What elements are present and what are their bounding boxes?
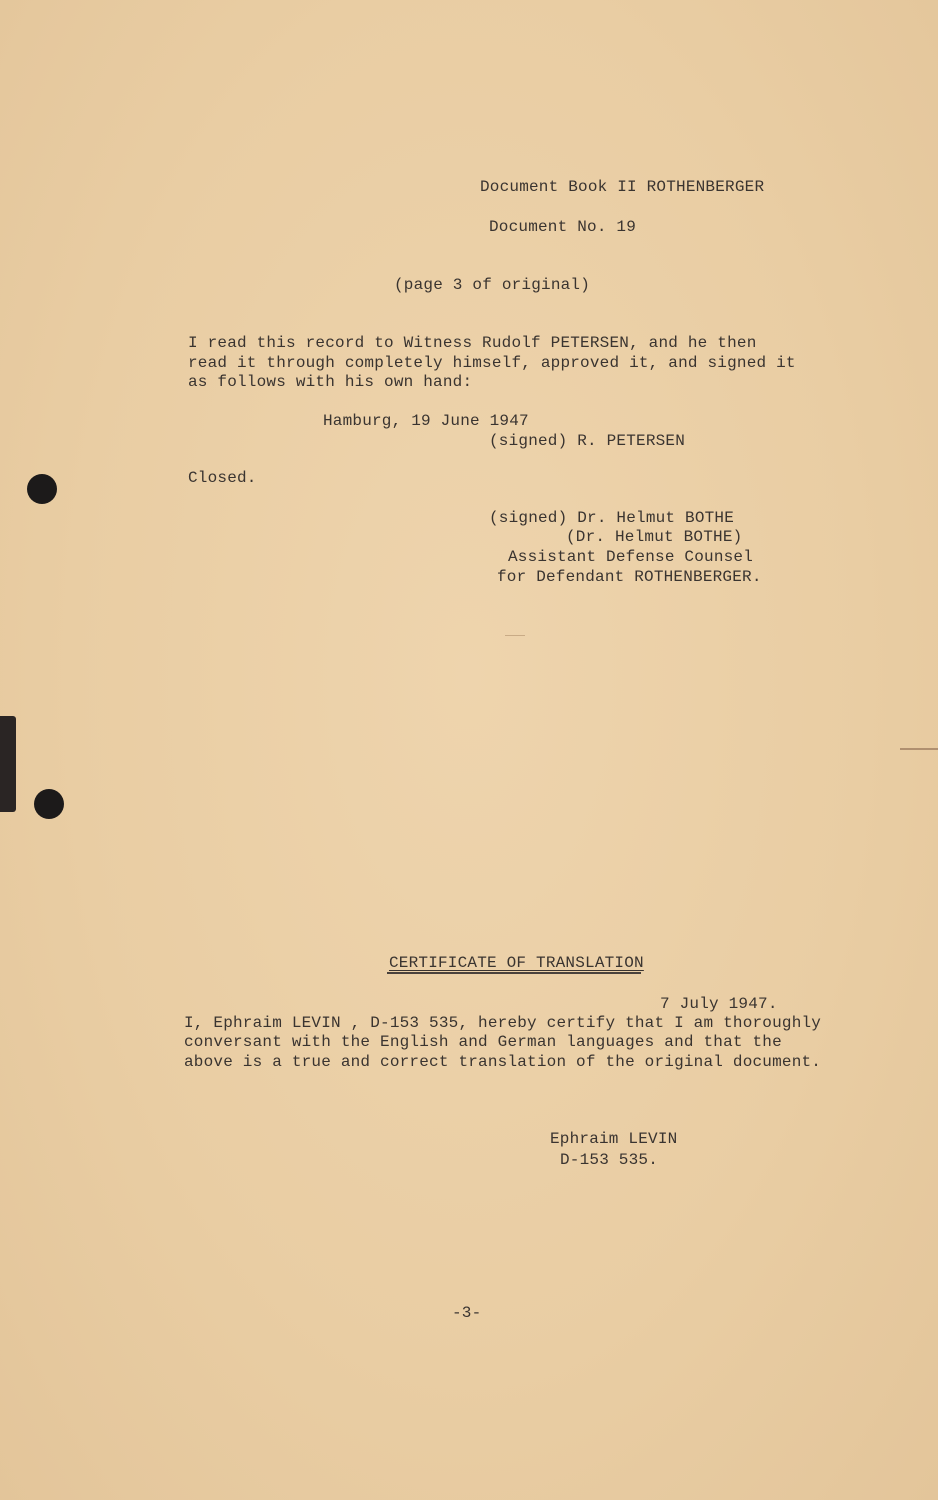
page-number: -3- [452,1304,482,1322]
certificate-heading-rule [387,972,641,974]
punch-hole-top [27,474,57,504]
closed-label: Closed. [188,469,257,487]
certificate-date: 7 July 1947. [660,995,778,1013]
body-line-3: as follows with his own hand: [188,373,473,391]
witness-signature: (signed) R. PETERSEN [489,432,686,450]
body-line-1: I read this record to Witness Rudolf PETERSEN, and he then [188,334,757,352]
certificate-line-2: conversant with the English and German languages and that the [184,1033,782,1051]
binder-tab [0,716,16,812]
counsel-title: Assistant Defense Counsel [508,548,754,566]
body-line-2: read it through completely himself, approved it, and signed it [188,354,796,372]
counsel-name: (Dr. Helmut BOTHE) [566,528,743,546]
translator-name: Ephraim LEVIN [550,1130,678,1148]
counsel-for: for Defendant ROTHENBERGER. [497,568,762,586]
certificate-line-3: above is a true and correct translation of the original document. [184,1053,822,1071]
translator-id: D-153 535. [560,1151,659,1169]
paper-mark [900,748,938,750]
punch-hole-bottom [34,789,64,819]
place-and-date: Hamburg, 19 June 1947 [323,412,529,430]
certificate-line-1: I, Ephraim LEVIN , D-153 535, hereby certify that I am thoroughly [184,1014,822,1032]
page-reference: (page 3 of original) [394,276,591,294]
counsel-signature: (signed) Dr. Helmut BOTHE [489,509,735,527]
document-number: Document No. 19 [489,218,637,236]
small-dash [505,635,525,636]
document-book-label: Document Book II ROTHENBERGER [480,178,765,196]
certificate-heading: CERTIFICATE OF TRANSLATION [389,954,644,972]
